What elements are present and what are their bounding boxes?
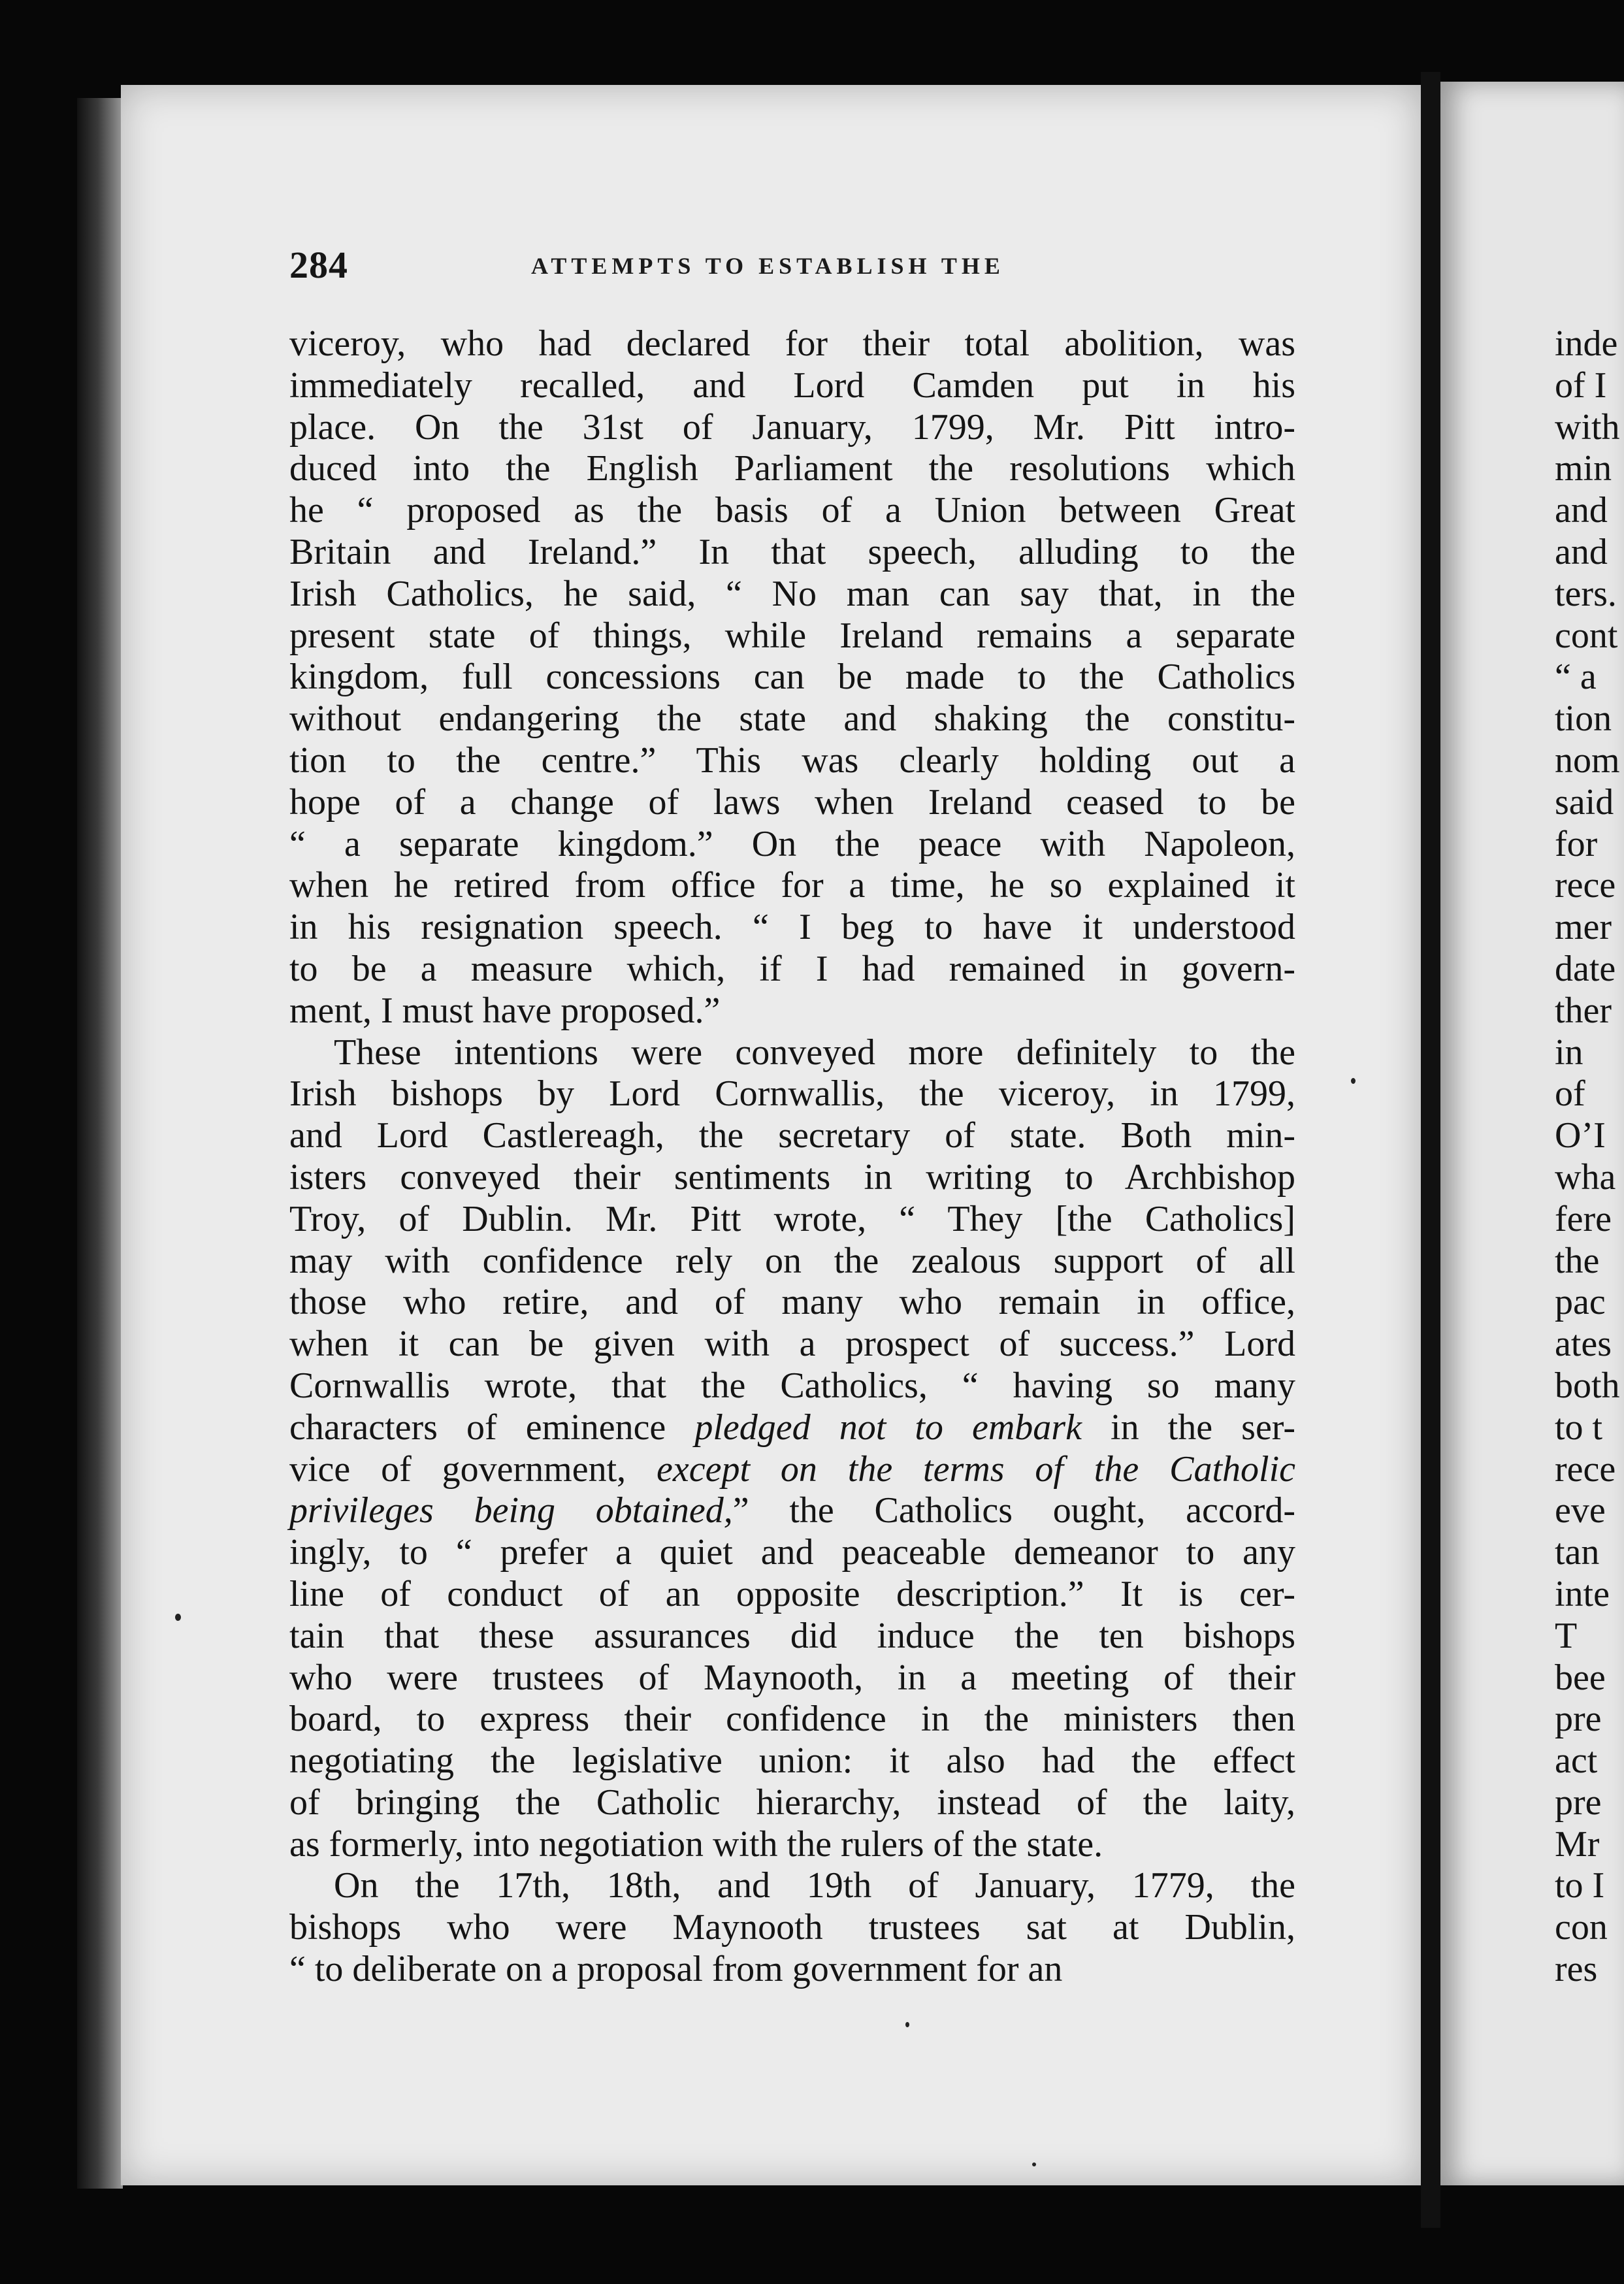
text-line: tain that these assurances did induce the ten bishops [289,1615,1295,1656]
text-line: These intentions were conveyed more definitely to the [334,1032,1295,1073]
text-line: Britain and Ireland.” In that speech, alluding to the [289,531,1295,572]
facing-page-fragment: for [1555,823,1598,864]
facing-page-fragment: the [1555,1240,1600,1281]
facing-page-fragment: ters. [1555,573,1617,614]
text-line: “ a separate kingdom.” On the peace with Napoleon, [289,823,1295,864]
text-line: kingdom, full concessions can be made to the Catholics [289,657,1295,698]
text-line: Irish bishops by Lord Cornwallis, the viceroy, in 1799, [289,1073,1295,1115]
text-line: without endangering the state and shaking the constitu- [289,698,1295,740]
text-line: to be a measure which, if I had remained in govern- [289,948,1295,989]
facing-page-fragment: inte [1555,1573,1610,1614]
text-line: ingly, to “ prefer a quiet and peaceable demeanor to any [289,1532,1295,1573]
facing-page-fragment: nom [1555,740,1620,781]
facing-page-fragment: pre [1555,1782,1602,1823]
facing-page-fragment: act [1555,1740,1598,1782]
italic-phrase: pledged not to embark [694,1407,1082,1448]
facing-page-fragment: to t [1555,1407,1603,1448]
text-run: ” the Catholics ought, accord- [732,1490,1295,1531]
facing-page-fragment: inde [1555,323,1618,364]
facing-page-fragment: cont [1555,615,1618,656]
text-line: those who retire, and of many who remain in office, [289,1282,1295,1323]
body-text [289,323,1295,1991]
facing-page-fragment: of [1555,1073,1585,1115]
facing-page-fragment: tan [1555,1532,1600,1573]
page-edge-shadow [77,98,123,2189]
facing-page-fragment: ates [1555,1324,1612,1365]
facing-page-fragment: rece [1555,1448,1616,1490]
italic-phrase: except on the terms of the Catholic [657,1448,1295,1490]
facing-page-fragment: mer [1555,907,1612,948]
facing-page-fragment: with [1555,406,1620,448]
facing-page-text [1555,323,1624,1991]
text-line: as formerly, into negotiation with the rulers of the state. [289,1823,1103,1865]
text-line: of bringing the Catholic hierarchy, instead of the laity, [289,1782,1295,1823]
text-line: Cornwallis wrote, that the Catholics, “ having so many [289,1365,1295,1406]
text-line: in his resignation speech. “ I beg to have it understood [289,907,1295,948]
scan-speck [1351,1078,1356,1084]
facing-page-fragment: of I [1555,365,1607,406]
text-line: present state of things, while Ireland remains a separate [289,615,1295,656]
running-head: ATTEMPTS TO ESTABLISH THE [531,253,1005,279]
text-run: vice of government, [289,1448,657,1490]
book-gutter [1421,72,1440,2228]
text-run: in the ser- [1081,1407,1295,1448]
facing-page-fragment: min [1555,448,1612,489]
text-line: “ to deliberate on a proposal from government for an [289,1949,1063,1990]
text-line: On the 17th, 18th, and 19th of January, 1779, the [334,1865,1295,1906]
facing-page-fragment: bee [1555,1657,1606,1698]
facing-page-fragment: to I [1555,1865,1605,1906]
facing-page-fragment: O’I [1555,1115,1606,1156]
text-line: Troy, of Dublin. Mr. Pitt wrote, “ They [the Catholics] [289,1198,1295,1239]
facing-page-fragment: con [1555,1907,1608,1948]
facing-page-fragment: date [1555,948,1616,989]
facing-page-fragment: fere [1555,1198,1612,1239]
text-line: who were trustees of Maynooth, in a meeting of their [289,1657,1295,1698]
facing-page-fragment: Mr [1555,1823,1600,1865]
text-line: line of conduct of an opposite description.” It is cer- [289,1573,1295,1614]
text-line: he “ proposed as the basis of a Union between Great [289,490,1295,531]
facing-page-fragment: “ a [1555,657,1597,698]
page-header [289,243,1308,289]
text-line: bishops who were Maynooth trustees sat at Dublin, [289,1907,1295,1948]
facing-page-fragment: res [1555,1949,1598,1990]
text-line: Irish Catholics, he said, “ No man can say that, in the [289,573,1295,614]
text-line: viceroy, who had declared for their total abolition, was [289,323,1295,364]
text-run: characters of eminence [289,1407,695,1448]
text-line: place. On the 31st of January, 1799, Mr. Pitt intro- [289,406,1295,448]
facing-page-fragment: wha [1555,1156,1616,1198]
text-line [289,1449,1295,1491]
text-line: when he retired from office for a time, he so explained it [289,865,1295,906]
text-line: isters conveyed their sentiments in writing to Archbishop [289,1156,1295,1198]
text-line: ment, I must have proposed.” [289,990,721,1031]
facing-page-fragment: eve [1555,1490,1606,1531]
text-line: and Lord Castlereagh, the secretary of state. Both min- [289,1115,1295,1156]
text-line [289,1490,1295,1532]
facing-page-fragment: T [1555,1615,1578,1656]
text-line [289,1407,1295,1449]
facing-page-fragment: in [1555,1032,1583,1073]
scan-speck [175,1614,181,1621]
text-line: negotiating the legislative union: it also had the effect [289,1740,1295,1782]
facing-page-fragment: ther [1555,990,1612,1031]
text-line: board, to express their confidence in the ministers then [289,1699,1295,1740]
scan-speck [1032,2162,1036,2166]
italic-phrase: privileges being obtained, [289,1490,733,1531]
text-line: duced into the English Parliament the resolutions which [289,448,1295,489]
page-number: 284 [289,244,348,286]
facing-page-fragment: rece [1555,865,1616,906]
facing-page-fragment: tion [1555,698,1612,740]
facing-page-fragment: said [1555,781,1614,823]
facing-page-fragment: both [1555,1365,1620,1406]
text-line: when it can be given with a prospect of success.” Lord [289,1324,1295,1365]
text-line: immediately recalled, and Lord Camden put in his [289,365,1295,406]
text-line: may with confidence rely on the zealous support of all [289,1240,1295,1281]
scan-speck [905,2022,909,2027]
facing-page-fragment: and [1555,531,1608,572]
text-line: hope of a change of laws when Ireland ceased to be [289,781,1295,823]
facing-page-fragment: pre [1555,1699,1602,1740]
text-line: tion to the centre.” This was clearly holding out a [289,740,1295,781]
facing-page-fragment: and [1555,490,1608,531]
facing-page-fragment: pac [1555,1282,1606,1323]
